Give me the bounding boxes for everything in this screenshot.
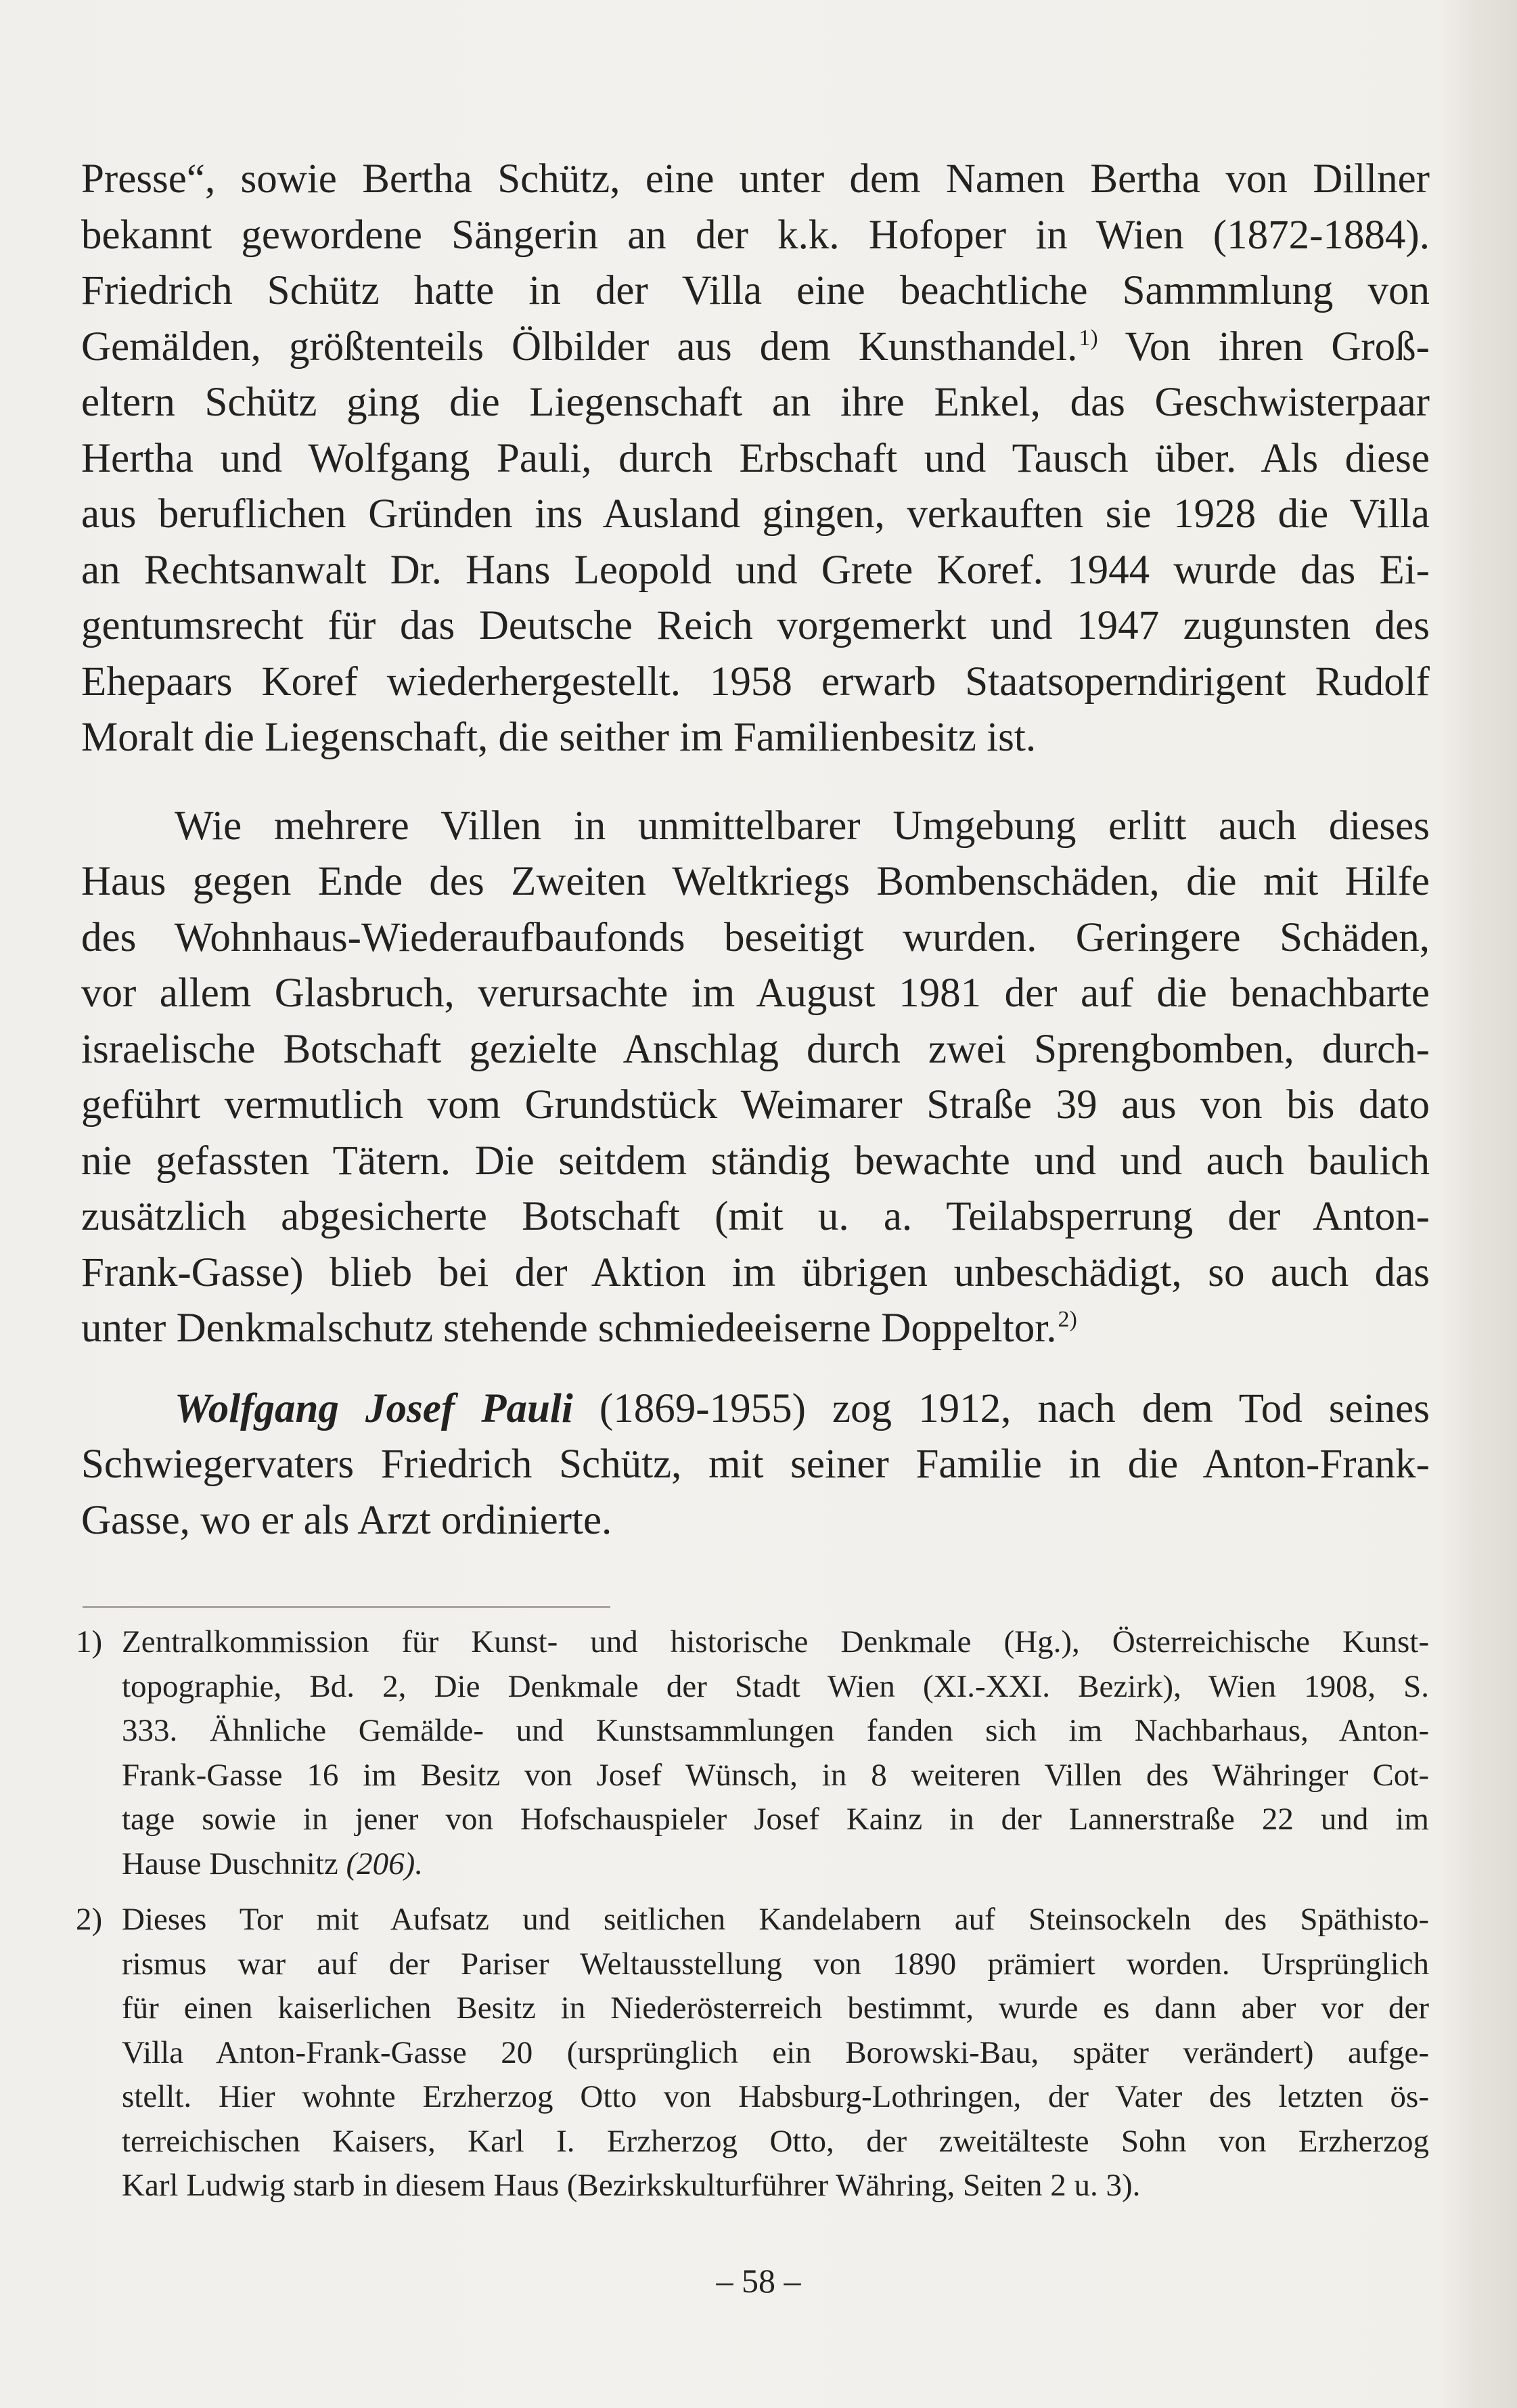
text-line: eltern Schütz ging die Liegenschaft an ihre Enkel, das Geschwisterpaar: [81, 380, 1430, 425]
footnote-line: topographie, Bd. 2, Die Denkmale der Stadt Wien (XI.-XXI. Bezirk), Wien 1908, S.: [122, 1668, 1429, 1704]
person-name: Wolfgang Josef Pauli: [175, 1385, 573, 1431]
text-line: an Rechtsanwalt Dr. Hans Leopold und Grete Koref. 1944 wurde das Ei-: [81, 547, 1430, 593]
text-segment: Wie mehrere Villen in unmittelbarer Umgebung erlitt auch dieses: [175, 803, 1430, 849]
footnote-line: tage sowie in jener von Hofschauspieler Josef Kainz in der Lannerstraße 22 und im: [122, 1802, 1429, 1837]
text-line: Haus gegen Ende des Zweiten Weltkriegs Bombenschäden, die mit Hilfe: [81, 859, 1430, 904]
paragraph-gap: [81, 1357, 1430, 1381]
text-line: Moralt die Liegenschaft, die seither im Familienbesitz ist.: [81, 715, 1037, 760]
footnote-gap: [76, 1886, 1429, 1898]
text-line: Gasse, wo er als Arzt ordinierte.: [81, 1497, 612, 1543]
footnote-line: für einen kaiserlichen Besitz in Niederösterreich bestimmt, wurde es dann aber vor der: [122, 1990, 1429, 2026]
footnote-line: Zentralkommission für Kunst- und historische Denkmale (Hg.), Österreichische Kunst-: [122, 1624, 1429, 1659]
paragraph-1: [81, 152, 1430, 766]
text-segment: Hause Duschnitz: [122, 1846, 346, 1881]
footnote-line: Dieses Tor mit Aufsatz und seitlichen Kandelabern auf Steinsockeln des Späthisto-: [122, 1902, 1429, 1937]
text-line: [81, 1381, 1430, 1437]
text-line: Friedrich Schütz hatte in der Villa eine beachtliche Sammmlung von: [81, 268, 1430, 313]
text-segment: (1869-1955) zog 1912, nach dem Tod seines: [572, 1385, 1430, 1431]
text-line: Presse“, sowie Bertha Schütz, eine unter dem Namen Bertha von Dillner: [81, 156, 1430, 202]
text-line: Ehepaars Koref wiederhergestellt. 1958 erwarb Staatsoperndirigent Rudolf: [81, 659, 1430, 705]
footnote-line: Frank-Gasse 16 im Besitz von Josef Wünsch, in 8 weiteren Villen des Währinger Cot-: [122, 1757, 1429, 1793]
text-line: bekannt gewordene Sängerin an der k.k. Hofoper in Wien (1872-1884).: [81, 212, 1430, 258]
footnotes: [76, 1620, 1429, 2208]
footnote-1: [76, 1620, 1429, 1886]
page-edge-shadow: [1437, 0, 1517, 2408]
text-line: [81, 799, 1430, 855]
footnote-line: Villa Anton-Frank-Gasse 20 (ursprünglich ein Borowski-Bau, später verändert) aufge-: [122, 2034, 1429, 2070]
footnote-body: [122, 1898, 1429, 2208]
text-line: gentumsrecht für das Deutsche Reich vorgemerkt und 1947 zugunsten des: [81, 603, 1430, 648]
paragraph-2: [81, 799, 1430, 1357]
text-line: aus beruflichen Gründen ins Ausland gingen, verkauften sie 1928 die Villa: [81, 491, 1430, 537]
text-segment: unter Denkmalschutz stehende schmiedeeiserne Doppeltor.: [81, 1306, 1057, 1351]
reference-number: (206).: [346, 1846, 424, 1881]
footnote-body: [122, 1620, 1429, 1886]
text-line: Schwiegervaters Friedrich Schütz, mit seiner Familie in die Anton-Frank-: [81, 1442, 1430, 1487]
footnote-ref-1: 1): [1079, 325, 1098, 351]
footnote-2: [76, 1898, 1429, 2208]
paragraph-3: [81, 1381, 1430, 1549]
footnote-line: 333. Ähnliche Gemälde- und Kunstsammlungen fanden sich im Nachbarhaus, Anton-: [122, 1713, 1429, 1748]
text-line: zusätzlich abgesicherte Botschaft (mit u. a. Teilabsperrung der Anton-: [81, 1194, 1430, 1239]
text-line: [81, 1301, 1430, 1357]
footnote-line: terreichischen Kaisers, Karl I. Erzherzog Otto, der zweitälteste Sohn von Erzherzog: [122, 2123, 1429, 2159]
paragraph-gap: [81, 766, 1430, 799]
footnote-ref-2: 2): [1058, 1307, 1077, 1332]
text-line: vor allem Glasbruch, verursachte im August 1981 der auf die benachbarte: [81, 971, 1430, 1016]
text-line: Frank-Gasse) blieb bei der Aktion im übrigen unbeschädigt, so auch das: [81, 1249, 1430, 1295]
text-line: israelische Botschaft gezielte Anschlag durch zwei Sprengbomben, durch-: [81, 1026, 1430, 1072]
footnote-line: Karl Ludwig starb in diesem Haus (Bezirkskulturführer Währing, Seiten 2 u. 3).: [122, 2168, 1141, 2203]
footnote-number: 1): [76, 1624, 103, 1659]
text-line: geführt vermutlich vom Grundstück Weimarer Straße 39 aus von bis dato: [81, 1082, 1430, 1128]
footnote-line: [122, 1842, 1429, 1887]
footnote-line: stellt. Hier wohnte Erzherzog Otto von Habsburg-Lothringen, der Vater des letzten ös-: [122, 2079, 1429, 2114]
text-line: Hertha und Wolfgang Pauli, durch Erbschaft und Tausch über. Als diese: [81, 435, 1430, 481]
footnote-line: rismus war auf der Pariser Weltausstellung von 1890 prämiert worden. Ursprünglich: [122, 1946, 1429, 1982]
text-line: des Wohnhaus-Wiederaufbaufonds beseitigt wurden. Geringere Schäden,: [81, 914, 1430, 960]
text-line: [81, 319, 1430, 376]
text-line: nie gefassten Tätern. Die seitdem ständig bewachte und und auch baulich: [81, 1138, 1430, 1184]
main-text: [81, 152, 1430, 1548]
page-number: – 58 –: [716, 2262, 801, 2300]
text-segment: Gemälden, größtenteils Ölbilder aus dem Kunsthandel.: [81, 324, 1078, 370]
text-segment: Von ihren Groß-: [1097, 324, 1430, 370]
footnote-divider: [83, 1606, 610, 1608]
footnote-number: 2): [76, 1902, 103, 1937]
